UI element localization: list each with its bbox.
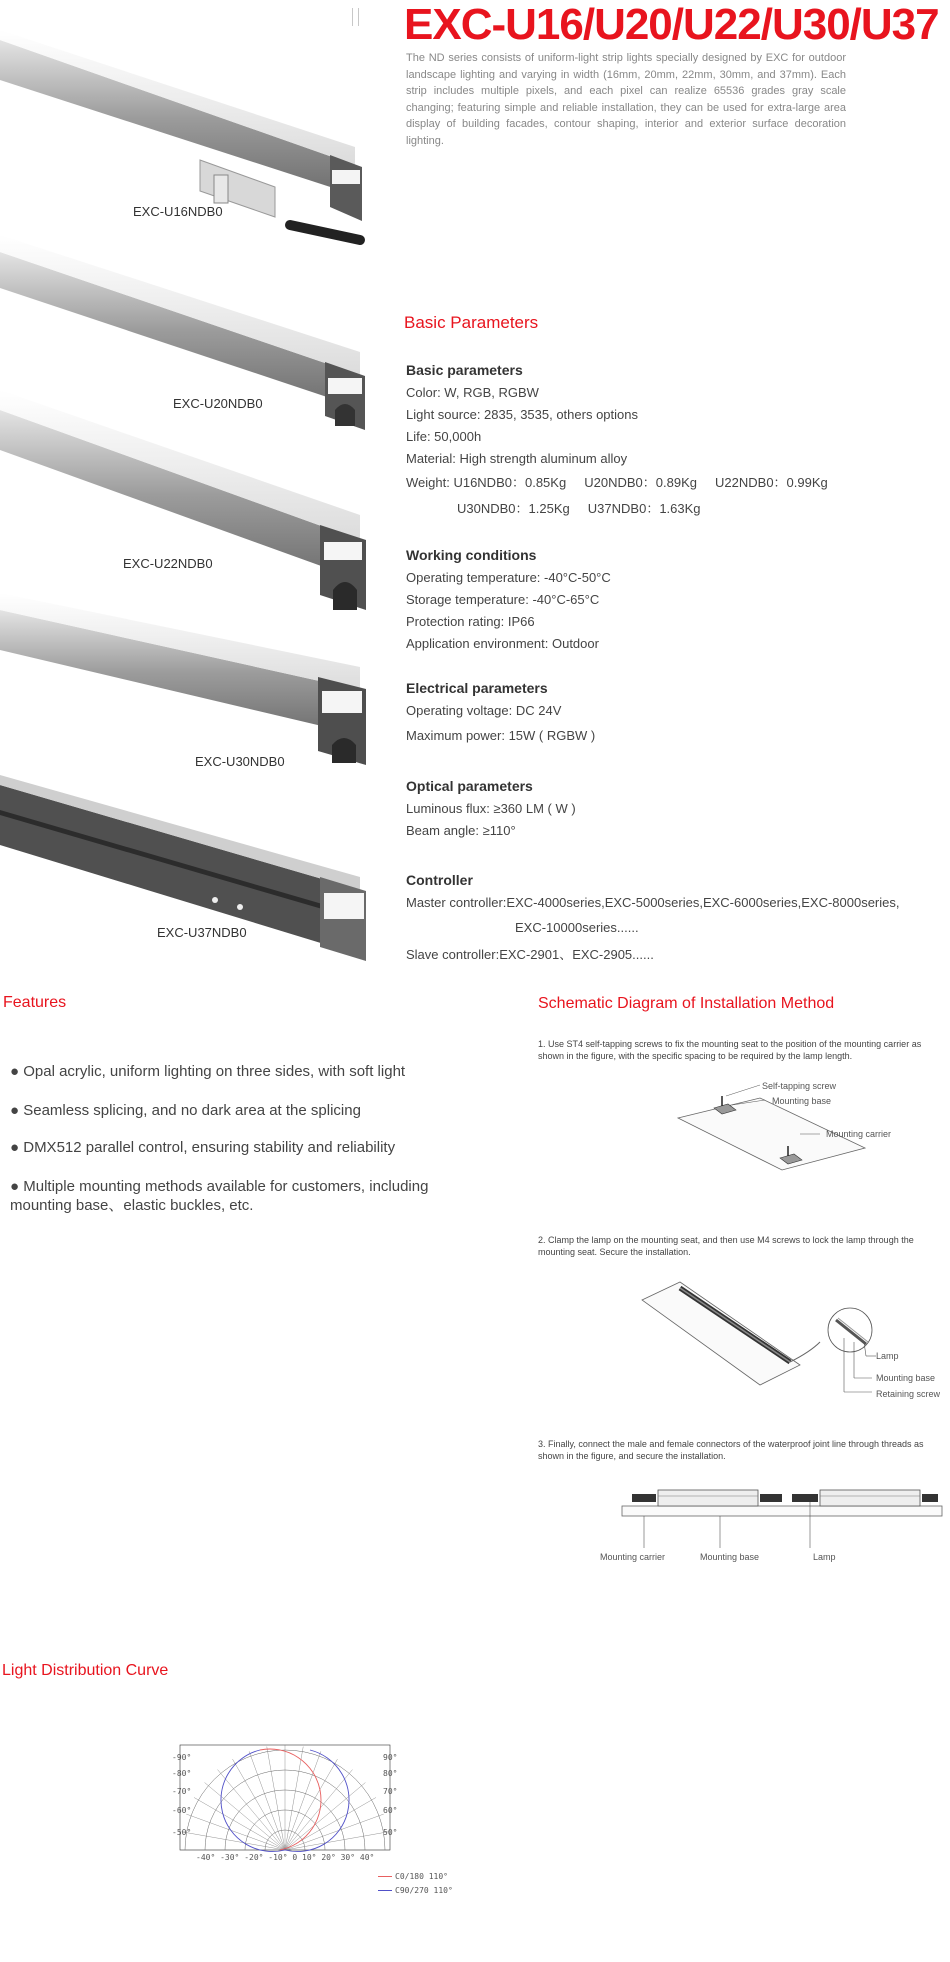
lamp-label-u22: EXC-U22NDB0 xyxy=(123,556,213,571)
param-life: Life: 50,000h xyxy=(406,429,482,444)
install-step-3: 3. Finally, connect the male and female connectors of the waterproof joint line through threads as shown in the figure, and secure the installation. xyxy=(538,1439,924,1461)
electrical-block xyxy=(406,680,946,747)
install-diagram-1 xyxy=(670,1078,870,1203)
ldc-legend-c90: C90/270 110° xyxy=(378,1886,453,1895)
param-power: Maximum power: 15W ( RGBW ) xyxy=(406,728,596,743)
optical-block xyxy=(406,778,946,842)
basic-heading: Basic parameters xyxy=(406,362,523,378)
feature-item: ● Seamless splicing, and no dark area at the splicing xyxy=(10,1102,361,1119)
install-diagram-3 xyxy=(620,1482,945,1550)
installation-title: Schematic Diagram of Installation Method xyxy=(538,995,835,1012)
lamp-label-u30: EXC-U30NDB0 xyxy=(195,754,285,769)
param-environment: Application environment: Outdoor xyxy=(406,636,599,651)
label-mounting-base-3: Mounting base xyxy=(700,1552,760,1562)
controller-heading: Controller xyxy=(406,872,473,888)
param-storage-temp: Storage temperature: -40°C-65°C xyxy=(406,592,600,607)
ldc-title: Light Distribution Curve xyxy=(2,1662,169,1679)
label-self-tapping-screw: Self-tapping screw xyxy=(762,1081,837,1091)
label-mounting-carrier-1: Mounting carrier xyxy=(826,1129,892,1139)
param-voltage: Operating voltage: DC 24V xyxy=(406,703,562,718)
page-title: EXC-U16/U20/U22/U30/U37 xyxy=(404,0,939,49)
param-flux: Luminous flux: ≥360 LM ( W ) xyxy=(406,801,576,816)
param-light-source: Light source: 2835, 3535, others options xyxy=(406,407,638,422)
ldc-legend-c0: C0/180 110° xyxy=(378,1872,453,1881)
working-heading: Working conditions xyxy=(406,547,537,563)
ldc-grid xyxy=(180,1745,390,1850)
param-weight-line2: U30NDB0：1.25Kg U37NDB0：1.63Kg xyxy=(457,501,701,516)
lamp-image-u30 xyxy=(0,585,370,775)
basic-parameters-block xyxy=(406,362,946,520)
ldc-left-angles: -90° -80° -70° -60° -50° xyxy=(172,1753,192,1837)
feature-item: ● Multiple mounting methods available for customers, including mounting base、elastic buckles, etc. xyxy=(10,1178,429,1214)
param-op-temp: Operating temperature: -40°C-50°C xyxy=(406,570,611,585)
lamp-label-u37: EXC-U37NDB0 xyxy=(157,925,247,940)
label-mounting-carrier-3: Mounting carrier xyxy=(600,1552,666,1562)
param-master-1: Master controller:EXC-4000series,EXC-5000series,EXC-6000series,EXC-8000series, xyxy=(406,895,900,910)
ldc-right-angles: 90° 80° 70° 60° 50° xyxy=(383,1753,398,1837)
label-retaining-screw: Retaining screw xyxy=(876,1389,941,1399)
feature-item: ● DMX512 parallel control, ensuring stability and reliability xyxy=(10,1139,396,1156)
param-slave: Slave controller:EXC-2901、EXC-2905...... xyxy=(406,947,654,962)
optical-heading: Optical parameters xyxy=(406,778,533,794)
lamp-label-u20: EXC-U20NDB0 xyxy=(173,396,263,411)
controller-block xyxy=(406,872,946,966)
install-step-1: 1. Use ST4 self-tapping screws to fix the mounting seat to the position of the mounting carrier as shown in the figure, with the specific spacing to be required by the lamp length. xyxy=(538,1039,922,1061)
working-conditions-block xyxy=(406,547,946,655)
label-lamp-2: Lamp xyxy=(876,1351,899,1361)
lamp-label-u16: EXC-U16NDB0 xyxy=(133,204,223,219)
label-lamp-3: Lamp xyxy=(813,1552,836,1562)
ldc-bottom-angles: -40° -30° -20° -10° 0 10° 20° 30° 40° xyxy=(196,1853,375,1862)
features-list xyxy=(10,1062,460,1215)
param-master-2: EXC-10000series...... xyxy=(515,920,639,935)
param-protection: Protection rating: IP66 xyxy=(406,614,535,629)
feature-item: ● Opal acrylic, uniform lighting on three sides, with soft light xyxy=(10,1063,406,1080)
basic-parameters-title: Basic Parameters xyxy=(404,313,539,332)
param-material: Material: High strength aluminum alloy xyxy=(406,451,628,466)
param-beam: Beam angle: ≥110° xyxy=(406,823,516,838)
label-mounting-base-1: Mounting base xyxy=(772,1096,832,1106)
label-mounting-base-2: Mounting base xyxy=(876,1373,936,1383)
intro-paragraph: The ND series consists of uniform-light strip lights specially designed by EXC for outdoor landscape lighting and varying in width (16mm, 20mm, 22mm, 30mm, and 37mm). Each strip includes multiple pixels, and each pixel can realize 65536 grades gray scale changing; featuring simple and reliable installation, they can be used for extra-large area display of building facades, contour shaping, interior and exterior surface decoration lighting. xyxy=(406,52,846,147)
features-title: Features xyxy=(3,994,67,1011)
ldc-legend xyxy=(378,1872,453,1895)
install-diagram-2 xyxy=(640,1270,900,1405)
param-weight-line1: Weight: U16NDB0：0.85Kg U20NDB0：0.89Kg U22NDB0：0.99Kg xyxy=(406,475,828,490)
lamp-image-u22 xyxy=(0,380,370,615)
param-color: Color: W, RGB, RGBW xyxy=(406,385,539,400)
install-step-2: 2. Clamp the lamp on the mounting seat, and then use M4 screws to lock the lamp through the mounting seat. Secure the installation. xyxy=(538,1235,914,1257)
electrical-heading: Electrical parameters xyxy=(406,680,548,696)
